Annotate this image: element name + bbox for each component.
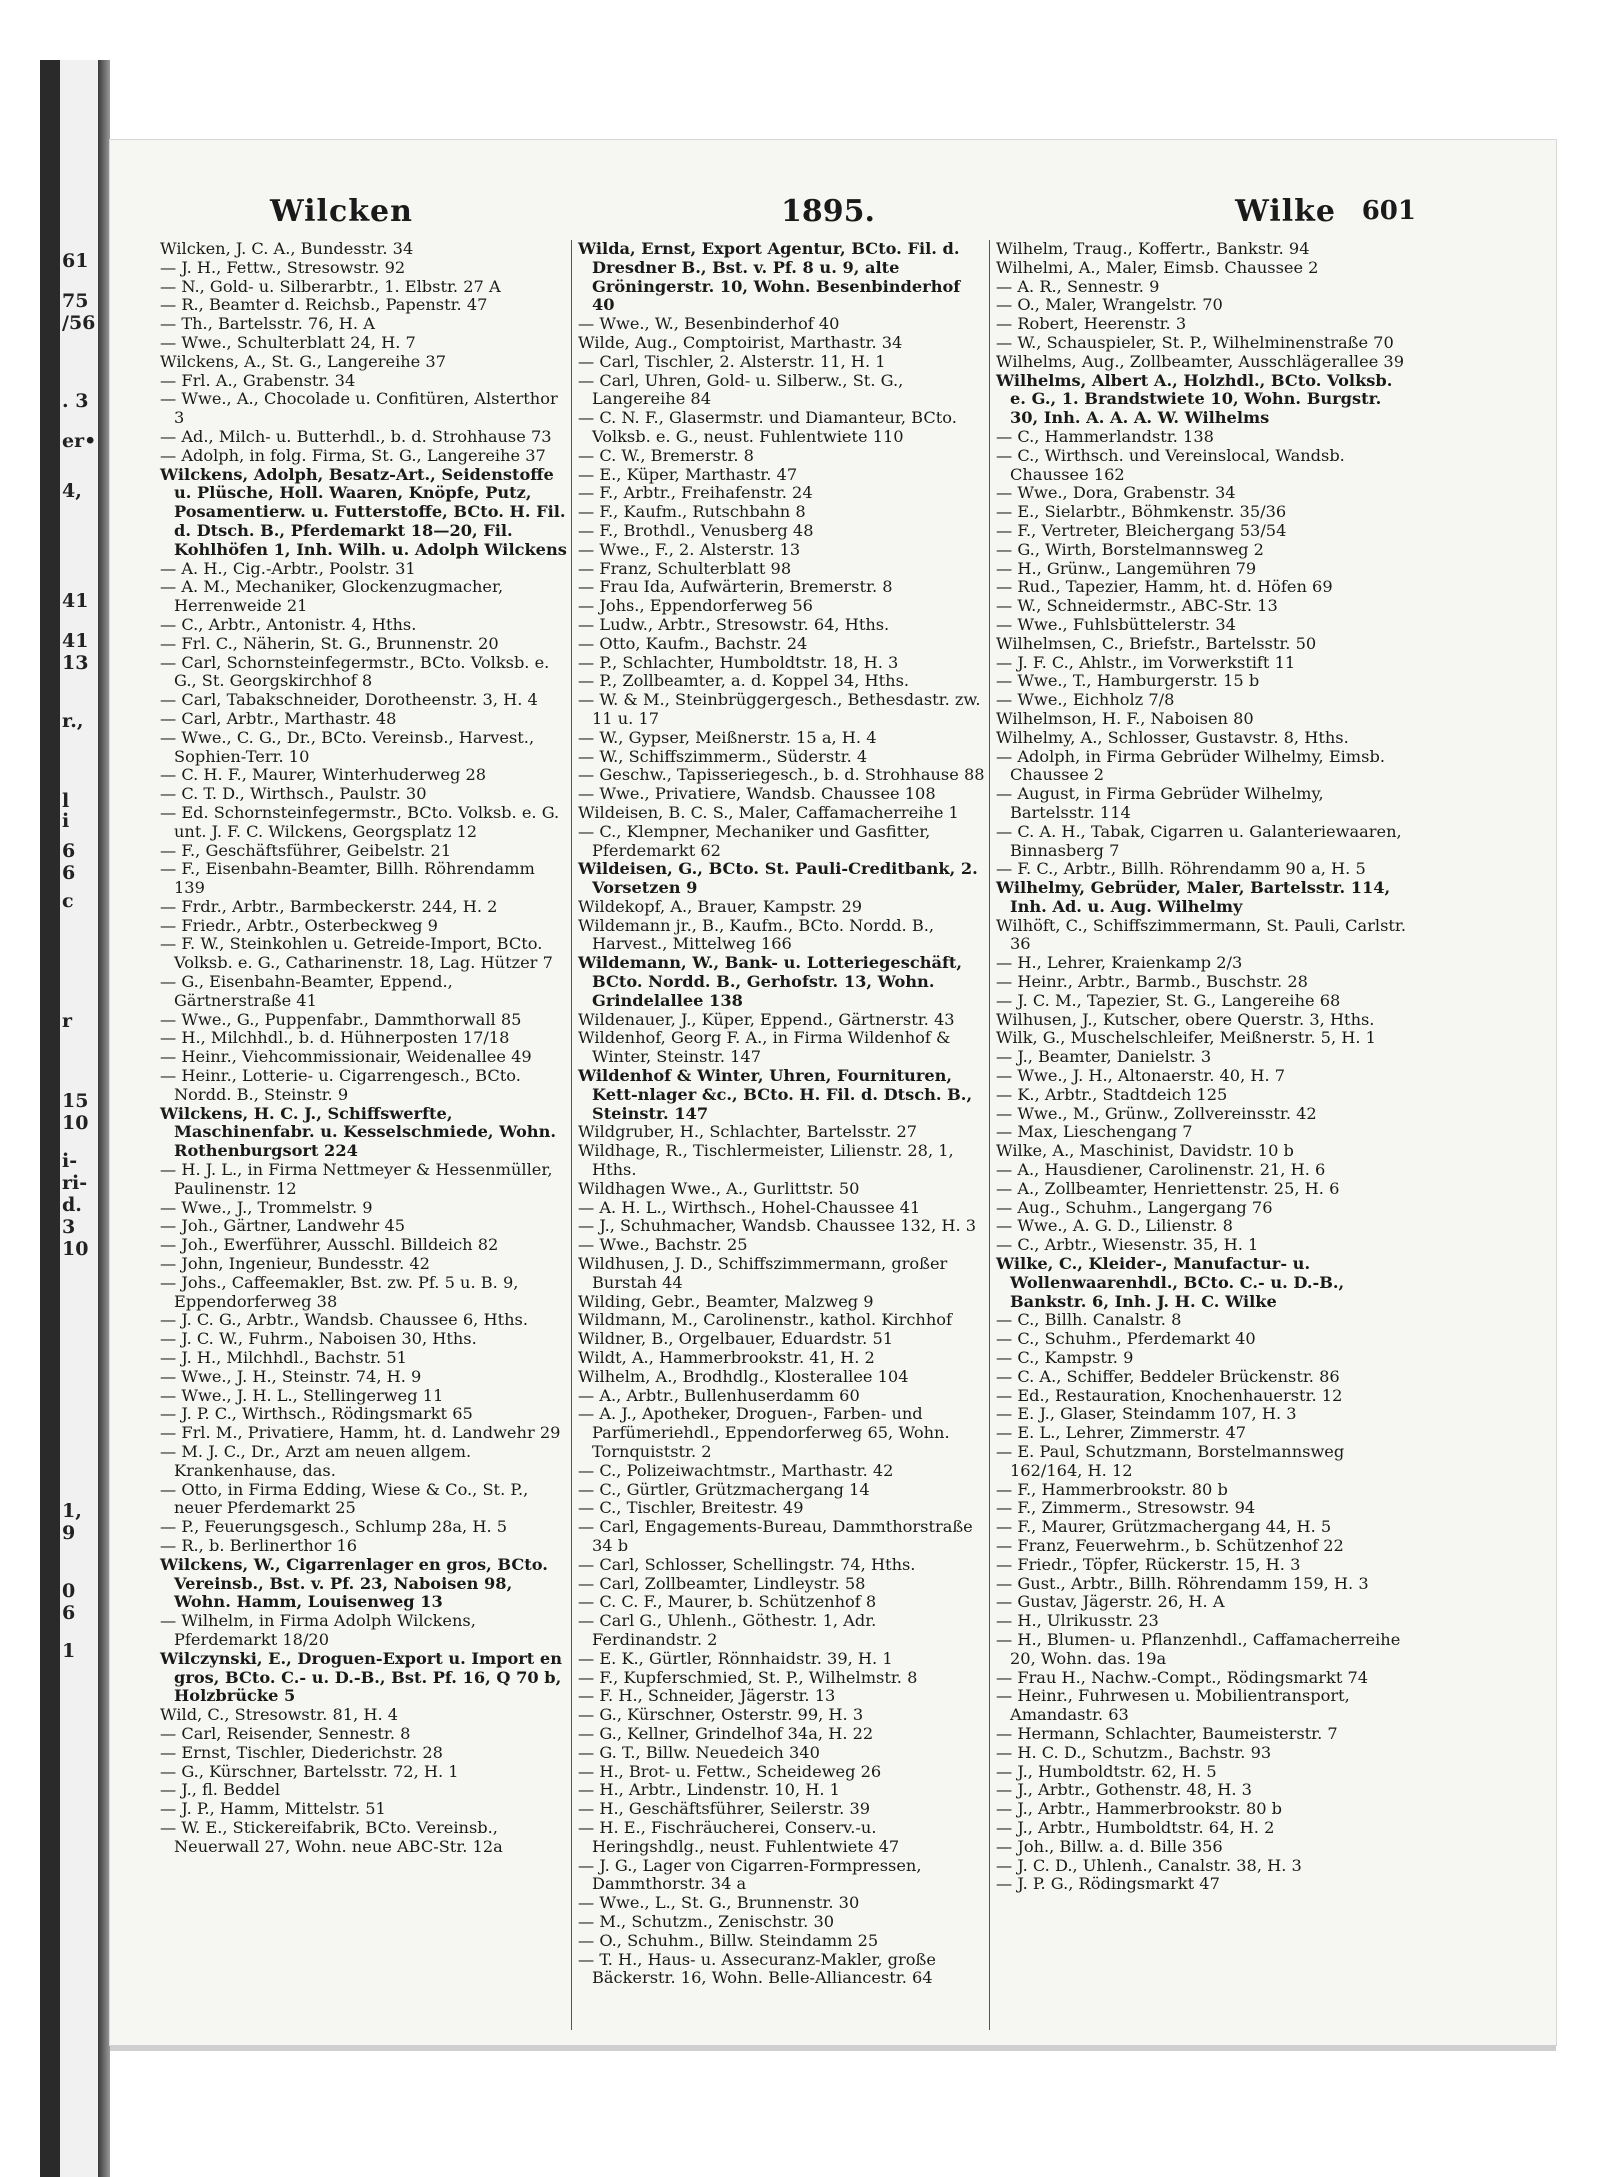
directory-entry: — M., Schutzm., Zenischstr. 30 bbox=[578, 1911, 835, 1931]
directory-entry: — Ludw., Arbtr., Stresowstr. 64, Hths. bbox=[578, 614, 890, 634]
directory-entry: — E., Küper, Marthastr. 47 bbox=[578, 464, 798, 484]
directory-entry: — F., Zimmerm., Stresowstr. 94 bbox=[996, 1498, 1256, 1518]
directory-entry: — H. J. L., in Firma Nettmeyer & Hessenmüller, Paulinenstr. 12 bbox=[160, 1160, 553, 1198]
directory-entry: — Carl, Schlosser, Schellingstr. 74, Hths. bbox=[578, 1554, 916, 1574]
directory-entry: Wilke, C., Kleider-, Manufactur- u. Wollenwaarenhdl., BCto. C.- u. D.-B., Bankstr. 6, Inh. J. H. C. Wilke bbox=[996, 1254, 1345, 1311]
directory-entry: — C. C. F., Maurer, b. Schützenhof 8 bbox=[578, 1592, 877, 1612]
previous-page-fragment: 9 bbox=[62, 1522, 76, 1544]
directory-entry: Wildeisen, G., BCto. St. Pauli-Creditbank, 2. Vorsetzen 9 bbox=[578, 859, 978, 898]
directory-entry: — Ed. Schornsteinfegermstr., BCto. Volksb. e. G. unt. J. F. C. Wilckens, Georgsplatz 12 bbox=[160, 802, 560, 841]
directory-entry: — P., Schlachter, Humboldtstr. 18, H. 3 bbox=[578, 652, 899, 672]
previous-page-fragment: 0 bbox=[62, 1580, 76, 1602]
directory-entry: — Hermann, Schlachter, Baumeisterstr. 7 bbox=[996, 1723, 1338, 1743]
directory-entry: Wilckens, H. C. J., Schiffswerfte, Maschinenfabr. u. Kesselschmiede, Wohn. Rothenburgsort 224 bbox=[160, 1103, 556, 1161]
directory-entry: — Rud., Tapezier, Hamm, ht. d. Höfen 69 bbox=[996, 577, 1333, 597]
directory-entry: — A., Hausdiener, Carolinenstr. 21, H. 6 bbox=[996, 1160, 1326, 1180]
directory-entry: — Wwe., A., Chocolade u. Confitüren, Alsterthor 3 bbox=[160, 389, 558, 428]
directory-entry: Wilke, A., Maschinist, Davidstr. 10 b bbox=[996, 1141, 1294, 1161]
directory-entry: Wild, C., Stresowstr. 81, H. 4 bbox=[160, 1705, 399, 1725]
directory-entry: Wilhelms, Albert A., Holzhdl., BCto. Volksb. e. G., 1. Brandstwiete 10, Wohn. Burgstr. 30, Inh. A. A. A. W. Wilhelms bbox=[996, 370, 1393, 428]
directory-entry: Wildgruber, H., Schlachter, Bartelsstr. 27 bbox=[578, 1122, 918, 1142]
directory-entry: — Ernst, Tischler, Diederichstr. 28 bbox=[160, 1742, 443, 1762]
directory-entry: Wildhage, R., Tischlermeister, Lilienstr. 28, 1, Hths. bbox=[578, 1141, 954, 1180]
directory-entry: — E. Paul, Schutzmann, Borstelmannsweg 162/164, H. 12 bbox=[996, 1442, 1345, 1480]
directory-entry: — J., Schuhmacher, Wandsb. Chaussee 132, H. 3 bbox=[578, 1216, 977, 1236]
previous-page-fragment: 3 bbox=[62, 1216, 76, 1238]
directory-entry: Wildhagen Wwe., A., Gurlittstr. 50 bbox=[578, 1178, 860, 1198]
previous-page-fragment: l bbox=[62, 790, 70, 812]
directory-entry: — Wwe., T., Hamburgerstr. 15 b bbox=[996, 671, 1260, 691]
directory-entry: — R., Beamter d. Reichsb., Papenstr. 47 bbox=[160, 295, 488, 315]
directory-entry: — C. A. H., Tabak, Cigarren u. Galanteriewaaren, Binnasberg 7 bbox=[996, 821, 1402, 860]
directory-entry: — J. C. M., Tapezier, St. G., Langereihe 68 bbox=[996, 990, 1341, 1010]
directory-entry: — Wwe., A. G. D., Lilienstr. 8 bbox=[996, 1216, 1233, 1236]
directory-entry: — J. P. G., Rödingsmarkt 47 bbox=[996, 1874, 1220, 1894]
previous-page-fragment: 6 bbox=[62, 862, 76, 884]
directory-entry: — E. J., Glaser, Steindamm 107, H. 3 bbox=[996, 1404, 1297, 1424]
directory-entry: — Otto, in Firma Edding, Wiese & Co., St. P., neuer Pferdemarkt 25 bbox=[160, 1479, 529, 1518]
directory-entry: — Wwe., M., Grünw., Zollvereinsstr. 42 bbox=[996, 1103, 1317, 1123]
directory-entry: — Carl, Engagements-Bureau, Dammthorstraße 34 b bbox=[578, 1517, 973, 1555]
directory-entry: — Geschw., Tapisseriegesch., b. d. Strohhause 88 bbox=[578, 765, 985, 785]
directory-entry: — H., Blumen- u. Pflanzenhdl., Caffamacherreihe 20, Wohn. das. 19a bbox=[996, 1629, 1401, 1668]
directory-entry: — H., Lehrer, Kraienkamp 2/3 bbox=[996, 953, 1243, 973]
directory-entry: — C. A., Schiffer, Beddeler Brückenstr. 86 bbox=[996, 1366, 1340, 1386]
previous-page-fragment: 15 bbox=[62, 1090, 89, 1112]
directory-entry: — Heinr., Arbtr., Barmb., Buschstr. 28 bbox=[996, 972, 1308, 992]
page-header bbox=[160, 194, 1496, 238]
directory-entry: — C., Arbtr., Wiesenstr. 35, H. 1 bbox=[996, 1235, 1259, 1255]
directory-entry: — Wwe., L., St. G., Brunnenstr. 30 bbox=[578, 1893, 860, 1913]
directory-entry: — Wwe., J. H., Steinstr. 74, H. 9 bbox=[160, 1366, 422, 1386]
previous-page-fragment: 1 bbox=[62, 1640, 76, 1662]
directory-entry: — Wwe., C. G., Dr., BCto. Vereinsb., Harvest., Sophien-Terr. 10 bbox=[160, 727, 535, 766]
column-right bbox=[996, 240, 1406, 1894]
previous-page-fragment: . 3 bbox=[62, 390, 89, 412]
directory-entry: — J. F. C., Ahlstr., im Vorwerkstift 11 bbox=[996, 652, 1296, 672]
directory-entry: — H., Milchhdl., b. d. Hühnerposten 17/18 bbox=[160, 1028, 510, 1048]
directory-entry: — F., Maurer, Grützmachergang 44, H. 5 bbox=[996, 1517, 1332, 1537]
directory-entry: — W., Schauspieler, St. P., Wilhelminenstraße 70 bbox=[996, 332, 1394, 352]
directory-entry: Wilhelmson, H. F., Naboisen 80 bbox=[996, 708, 1254, 728]
directory-entry: — J. C. W., Fuhrm., Naboisen 30, Hths. bbox=[160, 1329, 477, 1349]
directory-entry: — G., Eisenbahn-Beamter, Eppend., Gärtnerstraße 41 bbox=[160, 972, 453, 1010]
directory-entry: — C., Tischler, Breitestr. 49 bbox=[578, 1498, 804, 1518]
directory-entry: — Frau Ida, Aufwärterin, Bremerstr. 8 bbox=[578, 577, 893, 597]
header-year: 1895. bbox=[781, 194, 875, 229]
previous-page-fragment: 41 bbox=[62, 590, 89, 612]
directory-entry: Wilk, G., Muschelschleifer, Meißnerstr. 5, H. 1 bbox=[996, 1028, 1376, 1048]
directory-entry: — K., Arbtr., Stadtdeich 125 bbox=[996, 1084, 1228, 1104]
directory-entry: — Adolph, in Firma Gebrüder Wilhelmy, Eimsb. Chaussee 2 bbox=[996, 746, 1385, 785]
previous-page-fragment: 75 bbox=[62, 290, 89, 312]
directory-entry: — J. G., Lager von Cigarren-Formpressen, Dammthorstr. 34 a bbox=[578, 1855, 922, 1894]
directory-entry: — N., Gold- u. Silberarbtr., 1. Elbstr. 27 A bbox=[160, 276, 501, 296]
directory-entry: Wilckens, W., Cigarrenlager en gros, BCto. Vereinsb., Bst. v. Pf. 23, Naboisen 98, Wohn. Hamm, Louisenweg 13 bbox=[160, 1554, 548, 1612]
directory-entry: — Th., Bartelsstr. 76, H. A bbox=[160, 314, 375, 334]
directory-entry: — C. H. F., Maurer, Winterhuderweg 28 bbox=[160, 765, 487, 785]
previous-page-edge bbox=[60, 60, 98, 2177]
directory-entry: — Carl G., Uhlenh., Göthestr. 1, Adr. Ferdinandstr. 2 bbox=[578, 1611, 877, 1649]
directory-entry: — E. L., Lehrer, Zimmerstr. 47 bbox=[996, 1423, 1247, 1443]
directory-entry: Wildekopf, A., Brauer, Kampstr. 29 bbox=[578, 896, 863, 916]
directory-entry: — Max, Lieschengang 7 bbox=[996, 1122, 1193, 1142]
directory-entry: — A. H. L., Wirthsch., Hohel-Chaussee 41 bbox=[578, 1197, 921, 1217]
directory-entry: — Gustav, Jägerstr. 26, H. A bbox=[996, 1592, 1225, 1612]
directory-entry: — J. C. D., Uhlenh., Canalstr. 38, H. 3 bbox=[996, 1855, 1302, 1875]
directory-entry: — E., Sielarbtr., Böhmkenstr. 35/36 bbox=[996, 502, 1287, 522]
directory-entry: — J., Humboldtstr. 62, H. 5 bbox=[996, 1761, 1217, 1781]
directory-entry: — A., Arbtr., Bullenhuserdamm 60 bbox=[578, 1385, 860, 1405]
directory-entry: — Frl. A., Grabenstr. 34 bbox=[160, 370, 356, 390]
directory-entry: — C. N. F., Glasermstr. und Diamanteur, BCto. Volksb. e. G., neust. Fuhlentwiete 110 bbox=[578, 408, 957, 446]
previous-page-fragment: 4, bbox=[62, 480, 82, 502]
previous-page-fragment: 61 bbox=[62, 250, 89, 272]
directory-entry: Wilhelmi, A., Maler, Eimsb. Chaussee 2 bbox=[996, 257, 1319, 277]
directory-entry: — Robert, Heerenstr. 3 bbox=[996, 314, 1187, 334]
directory-entry: — G. T., Billw. Neuedeich 340 bbox=[578, 1742, 820, 1762]
directory-entry: — H., Geschäftsführer, Seilerstr. 39 bbox=[578, 1799, 871, 1819]
directory-entry: — Joh., Ewerführer, Ausschl. Billdeich 82 bbox=[160, 1235, 499, 1255]
previous-page-fragment: ri- bbox=[62, 1172, 88, 1194]
directory-entry: — A. R., Sennestr. 9 bbox=[996, 276, 1160, 296]
directory-entry: — Wwe., F., 2. Alsterstr. 13 bbox=[578, 539, 801, 559]
directory-entry: — F., Brothdl., Venusberg 48 bbox=[578, 520, 814, 540]
directory-entry: — F., Geschäftsführer, Geibelstr. 21 bbox=[160, 840, 452, 860]
directory-entry: Wilczynski, E., Droguen-Export u. Import en gros, BCto. C.- u. D.-B., Bst. Pf. 16, Q 70 b, Holzbrücke 5 bbox=[160, 1648, 562, 1706]
directory-entry: — C., Arbtr., Antonistr. 4, Hths. bbox=[160, 614, 417, 634]
header-right-word: Wilke bbox=[1235, 194, 1336, 229]
directory-entry: — Frau H., Nachw.-Compt., Rödingsmarkt 74 bbox=[996, 1667, 1369, 1687]
directory-entry: — W., Schiffszimmerm., Süderstr. 4 bbox=[578, 746, 868, 766]
page-gutter bbox=[98, 60, 110, 2177]
directory-entry: — Heinr., Viehcommissionair, Weidenallee 49 bbox=[160, 1047, 532, 1067]
directory-entry: — F., Hammerbrookstr. 80 b bbox=[996, 1479, 1228, 1499]
directory-entry: — Johs., Eppendorferweg 56 bbox=[578, 596, 813, 616]
directory-entry: — F., Eisenbahn-Beamter, Billh. Röhrendamm 139 bbox=[160, 859, 535, 898]
previous-page-fragment: 6 bbox=[62, 840, 76, 862]
directory-page bbox=[110, 140, 1556, 2045]
directory-entry: Wilhelmsen, C., Briefstr., Bartelsstr. 50 bbox=[996, 633, 1317, 653]
directory-entry: — R., b. Berlinerthor 16 bbox=[160, 1535, 358, 1555]
directory-entry: Wilckens, Adolph, Besatz-Art., Seidenstoffe u. Plüsche, Holl. Waaren, Knöpfe, Putz, Posamentierw. u. Futterstoffe, BCto. H. Fil. d. Dtsch. B., Pferdemarkt 18—20, Fil. Kohlhöfen 1, Inh. Wilh. u. Adolph Wilckens bbox=[160, 464, 567, 559]
directory-entry: — C., Hammerlandstr. 138 bbox=[996, 426, 1214, 446]
directory-entry: — G., Kürschner, Osterstr. 99, H. 3 bbox=[578, 1705, 864, 1725]
directory-entry: — Aug., Schuhm., Langergang 76 bbox=[996, 1197, 1273, 1217]
directory-entry: — Wwe., Dora, Grabenstr. 34 bbox=[996, 483, 1236, 503]
previous-page-fragment: d. bbox=[62, 1194, 82, 1216]
directory-entry: — H., Ulrikusstr. 23 bbox=[996, 1611, 1159, 1631]
directory-entry: — Ad., Milch- u. Butterhdl., b. d. Strohhause 73 bbox=[160, 426, 552, 446]
directory-entry: — Carl, Schornsteinfegermstr., BCto. Volksb. e. G., St. Georgskirchhof 8 bbox=[160, 652, 550, 691]
previous-page-fragment: er• bbox=[62, 430, 97, 452]
directory-entry: — Wwe., Privatiere, Wandsb. Chaussee 108 bbox=[578, 784, 936, 804]
directory-entry: — Wwe., G., Puppenfabr., Dammthorwall 85 bbox=[160, 1009, 522, 1029]
directory-entry: — T. H., Haus- u. Assecuranz-Makler, große Bäckerstr. 16, Wohn. Belle-Alliancestr. 64 bbox=[578, 1949, 936, 1988]
directory-entry: — Wwe., Bachstr. 25 bbox=[578, 1235, 748, 1255]
header-left-word: Wilcken bbox=[270, 194, 413, 229]
directory-entry: — M. J. C., Dr., Arzt am neuen allgem. Krankenhause, das. bbox=[160, 1442, 472, 1480]
directory-entry: Wilhelm, A., Brodhdlg., Klosterallee 104 bbox=[578, 1366, 909, 1386]
directory-entry: Wilhelms, Aug., Zollbeamter, Ausschlägerallee 39 bbox=[996, 351, 1405, 371]
directory-entry: — C. W., Bremerstr. 8 bbox=[578, 445, 754, 465]
previous-page-fragment: 10 bbox=[62, 1112, 89, 1134]
directory-entry: — F. W., Steinkohlen u. Getreide-Import, BCto. Volksb. e. G., Catharinenstr. 18, Lag. Hützer 7 bbox=[160, 934, 553, 973]
directory-entry: — P., Zollbeamter, a. d. Koppel 34, Hths. bbox=[578, 671, 910, 691]
directory-entry: — P., Feuerungsgesch., Schlump 28a, H. 5 bbox=[160, 1517, 508, 1537]
directory-entry: — F. C., Arbtr., Billh. Röhrendamm 90 a, H. 5 bbox=[996, 859, 1366, 879]
previous-page-fragment: 10 bbox=[62, 1238, 89, 1260]
directory-entry: — Johs., Caffeemakler, Bst. zw. Pf. 5 u. B. 9, Eppendorferweg 38 bbox=[160, 1272, 519, 1311]
column-divider bbox=[571, 240, 572, 2030]
directory-entry: — Friedr., Töpfer, Rückerstr. 15, H. 3 bbox=[996, 1554, 1301, 1574]
directory-entry: Wildt, A., Hammerbrookstr. 41, H. 2 bbox=[578, 1348, 875, 1368]
directory-entry: Wilcken, J. C. A., Bundesstr. 34 bbox=[160, 239, 414, 258]
directory-entry: — Wwe., Schulterblatt 24, H. 7 bbox=[160, 332, 416, 352]
directory-entry: Wildhusen, J. D., Schiffszimmermann, großer Burstah 44 bbox=[578, 1254, 948, 1292]
directory-entry: — Wwe., Eichholz 7/8 bbox=[996, 690, 1175, 710]
directory-entry: — W., Gypser, Meißnerstr. 15 a, H. 4 bbox=[578, 727, 877, 747]
previous-page-fragment: i- bbox=[62, 1150, 78, 1172]
directory-entry: — Joh., Billw. a. d. Bille 356 bbox=[996, 1836, 1223, 1856]
directory-entry: — Otto, Kaufm., Bachstr. 24 bbox=[578, 633, 808, 653]
directory-entry: Wilde, Aug., Comptoirist, Marthastr. 34 bbox=[578, 332, 903, 352]
directory-entry: — J. P., Hamm, Mittelstr. 51 bbox=[160, 1799, 386, 1819]
previous-page-fragment: 13 bbox=[62, 652, 89, 674]
directory-entry: — F. H., Schneider, Jägerstr. 13 bbox=[578, 1686, 836, 1706]
directory-entry: — C., Polizeiwachtmstr., Marthastr. 42 bbox=[578, 1460, 894, 1480]
directory-entry: — G., Kürschner, Bartelsstr. 72, H. 1 bbox=[160, 1761, 459, 1781]
directory-entry: Wilhelm, Traug., Koffertr., Bankstr. 94 bbox=[996, 239, 1310, 258]
previous-page-fragment: c bbox=[62, 890, 74, 912]
directory-entry: — Frl. M., Privatiere, Hamm, ht. d. Landwehr 29 bbox=[160, 1423, 561, 1443]
previous-page-fragment: 41 bbox=[62, 630, 89, 652]
directory-entry: — W. & M., Steinbrüggergesch., Bethesdastr. zw. 11 u. 17 bbox=[578, 690, 981, 728]
directory-entry: Wilhöft, C., Schiffszimmermann, St. Pauli, Carlstr. 36 bbox=[996, 915, 1406, 954]
previous-page-fragment: r bbox=[62, 1010, 73, 1032]
previous-page-fragment: i bbox=[62, 810, 70, 832]
directory-entry: — J., fl. Beddel bbox=[160, 1780, 281, 1800]
directory-entry: — J., Beamter, Danielstr. 3 bbox=[996, 1047, 1212, 1067]
directory-entry: — Frl. C., Näherin, St. G., Brunnenstr. 20 bbox=[160, 633, 499, 653]
directory-entry: — Carl, Tischler, 2. Alsterstr. 11, H. 1 bbox=[578, 351, 886, 371]
directory-entry: — J., Arbtr., Humboldtstr. 64, H. 2 bbox=[996, 1817, 1275, 1837]
directory-entry: Wildner, B., Orgelbauer, Eduardstr. 51 bbox=[578, 1329, 894, 1349]
directory-entry: — Wwe., J., Trommelstr. 9 bbox=[160, 1197, 373, 1217]
directory-entry: Wilckens, A., St. G., Langereihe 37 bbox=[160, 351, 446, 371]
directory-entry: — J. C. G., Arbtr., Wandsb. Chaussee 6, Hths. bbox=[160, 1310, 528, 1330]
directory-entry: — C., Wirthsch. und Vereinslocal, Wandsb. Chaussee 162 bbox=[996, 445, 1345, 484]
directory-entry: — J., Arbtr., Hammerbrookstr. 80 b bbox=[996, 1799, 1283, 1819]
directory-entry: — Wilhelm, in Firma Adolph Wilckens, Pferdemarkt 18/20 bbox=[160, 1611, 476, 1649]
directory-entry: — Heinr., Lotterie- u. Cigarrengesch., BCto. Nordd. B., Steinstr. 9 bbox=[160, 1066, 521, 1104]
directory-entry: — A. H., Cig.-Arbtr., Poolstr. 31 bbox=[160, 558, 416, 578]
directory-entry: — F., Kaufm., Rutschbahn 8 bbox=[578, 502, 806, 522]
directory-entry: Wildenauer, J., Küper, Eppend., Gärtnerstr. 43 bbox=[578, 1009, 955, 1029]
directory-entry: — E. K., Gürtler, Rönnhaidstr. 39, H. 1 bbox=[578, 1648, 893, 1668]
directory-entry: — O., Maler, Wrangelstr. 70 bbox=[996, 295, 1223, 315]
directory-entry: — F., Kupferschmied, St. P., Wilhelmstr. 8 bbox=[578, 1667, 918, 1687]
directory-entry: Wildeisen, B. C. S., Maler, Caffamacherreihe 1 bbox=[578, 802, 959, 822]
directory-entry: — J. H., Milchhdl., Bachstr. 51 bbox=[160, 1348, 407, 1368]
directory-entry: — Frdr., Arbtr., Barmbeckerstr. 244, H. 2 bbox=[160, 896, 498, 916]
directory-entry: Wilhusen, J., Kutscher, obere Querstr. 3, Hths. bbox=[996, 1009, 1375, 1029]
directory-entry: — Franz, Schulterblatt 98 bbox=[578, 558, 792, 578]
directory-entry: — C., Schuhm., Pferdemarkt 40 bbox=[996, 1329, 1256, 1349]
directory-entry: — Carl, Zollbeamter, Lindleystr. 58 bbox=[578, 1573, 866, 1593]
directory-entry: — J. H., Fettw., Stresowstr. 92 bbox=[160, 257, 406, 277]
column-left bbox=[160, 240, 570, 1857]
directory-entry: — Carl, Reisender, Sennestr. 8 bbox=[160, 1723, 411, 1743]
directory-entry: — John, Ingenieur, Bundesstr. 42 bbox=[160, 1254, 430, 1274]
directory-entry: — Ed., Restauration, Knochenhauerstr. 12 bbox=[996, 1385, 1343, 1405]
previous-page-fragment: r., bbox=[62, 710, 84, 732]
column-divider bbox=[989, 240, 990, 2030]
previous-page-fragment: 1, bbox=[62, 1500, 82, 1522]
book-binding bbox=[40, 60, 60, 2177]
directory-entry: Wildmann, M., Carolinenstr., kathol. Kirchhof bbox=[578, 1310, 953, 1330]
directory-entry: — J. P. C., Wirthsch., Rödingsmarkt 65 bbox=[160, 1404, 473, 1424]
directory-entry: — Adolph, in folg. Firma, St. G., Langereihe 37 bbox=[160, 445, 546, 465]
directory-entry: Wilda, Ernst, Export Agentur, BCto. Fil. d. Dresdner B., Bst. v. Pf. 8 u. 9, alte Gröningerstr. 10, Wohn. Besenbinderhof 40 bbox=[578, 239, 961, 315]
directory-entry: — H., Brot- u. Fettw., Scheideweg 26 bbox=[578, 1761, 882, 1781]
directory-entry: — Carl, Tabakschneider, Dorotheenstr. 3, H. 4 bbox=[160, 690, 538, 710]
directory-entry: — O., Schuhm., Billw. Steindamm 25 bbox=[578, 1930, 879, 1950]
directory-entry: — Carl, Arbtr., Marthastr. 48 bbox=[160, 708, 397, 728]
directory-entry: — W., Schneidermstr., ABC-Str. 13 bbox=[996, 596, 1278, 616]
directory-entry: — C., Billh. Canalstr. 8 bbox=[996, 1310, 1182, 1330]
directory-entry: — Wwe., W., Besenbinderhof 40 bbox=[578, 314, 840, 334]
directory-entry: — Carl, Uhren, Gold- u. Silberw., St. G., Langereihe 84 bbox=[578, 370, 904, 409]
directory-entry: Wildenhof, Georg F. A., in Firma Wildenhof & Winter, Steinstr. 147 bbox=[578, 1028, 951, 1067]
directory-entry: — C. T. D., Wirthsch., Paulstr. 30 bbox=[160, 784, 427, 804]
directory-entry: — Gust., Arbtr., Billh. Röhrendamm 159, H. 3 bbox=[996, 1573, 1369, 1593]
previous-page-fragment: /56 bbox=[62, 312, 96, 334]
directory-entry: — Wwe., J. H., Altonaerstr. 40, H. 7 bbox=[996, 1066, 1286, 1086]
directory-entry: — H. E., Fischräucherei, Conserv.-u. Heringshdlg., neust. Fuhlentwiete 47 bbox=[578, 1817, 900, 1856]
directory-entry: — F., Arbtr., Freihafenstr. 24 bbox=[578, 483, 813, 503]
directory-entry: Wilhelmy, A., Schlosser, Gustavstr. 8, Hths. bbox=[996, 727, 1349, 747]
column-middle bbox=[578, 240, 988, 1988]
directory-entry: — C., Gürtler, Grützmachergang 14 bbox=[578, 1479, 870, 1499]
directory-entry: Wildenhof & Winter, Uhren, Fournituren, Kett-nlager &c., BCto. H. Fil. d. Dtsch. B., Steinstr. 147 bbox=[578, 1066, 973, 1123]
directory-entry: — A., Zollbeamter, Henriettenstr. 25, H. 6 bbox=[996, 1178, 1340, 1198]
directory-entry: Wilding, Gebr., Beamter, Malzweg 9 bbox=[578, 1291, 874, 1311]
page-number: 601 bbox=[1361, 196, 1416, 226]
directory-entry: — Joh., Gärtner, Landwehr 45 bbox=[160, 1216, 406, 1236]
directory-entry: — Heinr., Fuhrwesen u. Mobilientransport, Amandastr. 63 bbox=[996, 1686, 1350, 1725]
directory-entry: Wildemann jr., B., Kaufm., BCto. Nordd. B., Harvest., Mittelweg 166 bbox=[578, 915, 935, 954]
directory-entry: Wildemann, W., Bank- u. Lotteriegeschäft, BCto. Nordd. B., Gerhofstr. 13, Wohn. Grindelallee 138 bbox=[578, 953, 963, 1010]
directory-entry: — Franz, Feuerwehrm., b. Schützenhof 22 bbox=[996, 1535, 1344, 1555]
directory-entry: — H., Grünw., Langemühren 79 bbox=[996, 558, 1257, 578]
directory-entry: — W. E., Stickereifabrik, BCto. Vereinsb., Neuerwall 27, Wohn. neue ABC-Str. 12a bbox=[160, 1817, 503, 1856]
directory-entry: — C., Klempner, Mechaniker und Gasfitter, Pferdemarkt 62 bbox=[578, 821, 931, 860]
directory-entry: — Friedr., Arbtr., Osterbeckweg 9 bbox=[160, 915, 438, 935]
page-bottom-edge bbox=[110, 2045, 1556, 2051]
directory-entry: — G., Kellner, Grindelhof 34a, H. 22 bbox=[578, 1723, 874, 1743]
directory-entry: — H. C. D., Schutzm., Bachstr. 93 bbox=[996, 1742, 1272, 1762]
previous-page-fragment: 6 bbox=[62, 1602, 76, 1624]
directory-entry: — F., Vertreter, Bleichergang 53/54 bbox=[996, 520, 1287, 540]
directory-entry: — A. J., Apotheker, Droguen-, Farben- und Parfümeriehdl., Eppendorferweg 65, Wohn. Tornquiststr. 2 bbox=[578, 1404, 950, 1461]
directory-entry: Wilhelmy, Gebrüder, Maler, Bartelsstr. 114, Inh. Ad. u. Aug. Wilhelmy bbox=[996, 878, 1391, 916]
directory-entry: — H., Arbtr., Lindenstr. 10, H. 1 bbox=[578, 1780, 840, 1800]
directory-entry: — Wwe., J. H. L., Stellingerweg 11 bbox=[160, 1385, 444, 1405]
directory-entry: — J., Arbtr., Gothenstr. 48, H. 3 bbox=[996, 1780, 1252, 1800]
directory-entry: — August, in Firma Gebrüder Wilhelmy, Bartelsstr. 114 bbox=[996, 784, 1324, 822]
directory-entry: — G., Wirth, Borstelmannsweg 2 bbox=[996, 539, 1264, 559]
directory-entry: — A. M., Mechaniker, Glockenzugmacher, Herrenweide 21 bbox=[160, 577, 504, 616]
directory-entry: — Wwe., Fuhlsbüttelerstr. 34 bbox=[996, 614, 1236, 634]
directory-entry: — C., Kampstr. 9 bbox=[996, 1348, 1134, 1368]
